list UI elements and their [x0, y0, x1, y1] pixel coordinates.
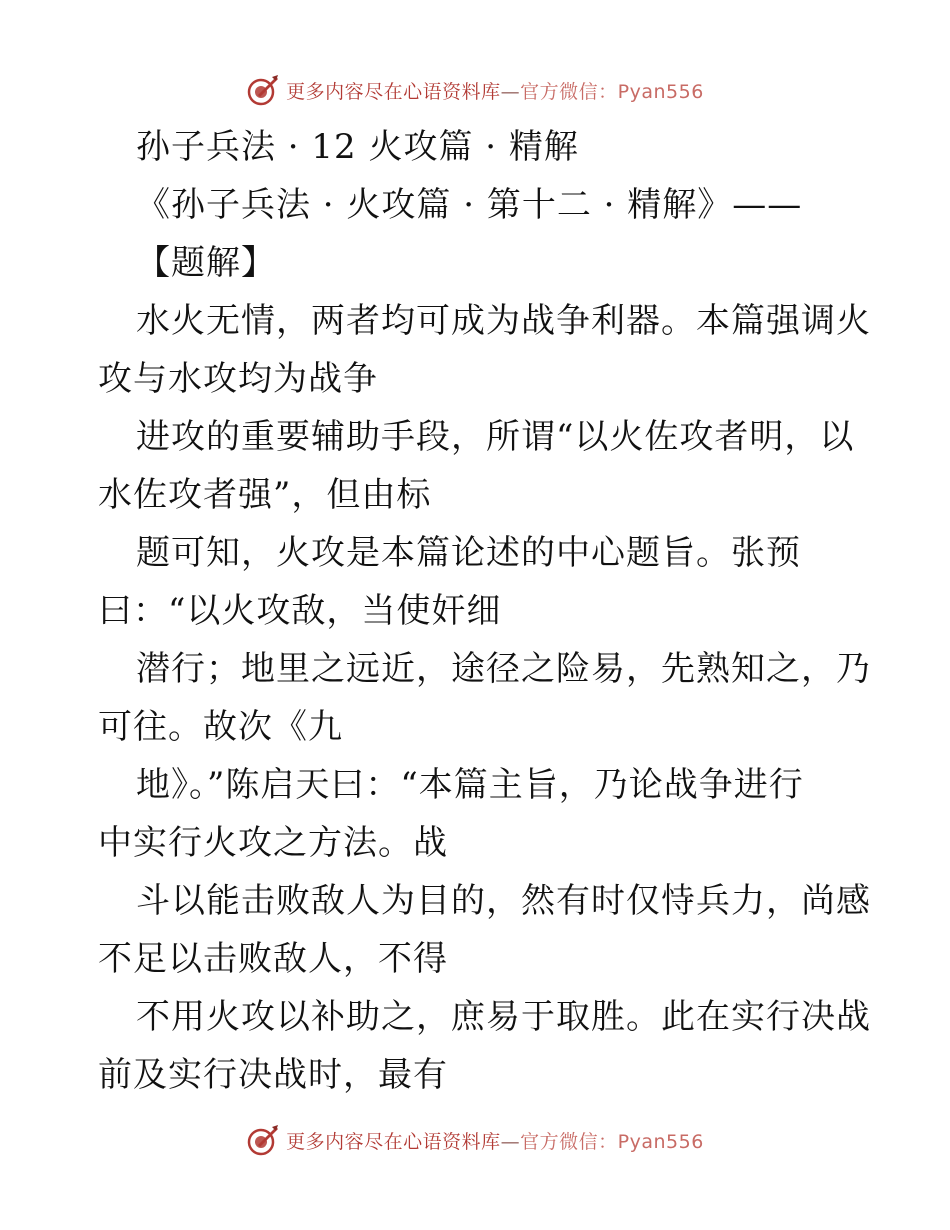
banner-wechat-text: 官方微信：Pyan556 [520, 1130, 704, 1153]
banner-dash: — [500, 80, 521, 103]
paragraph-line: 前及实行决战时，最有 [98, 1055, 448, 1095]
paragraph-line: 不足以击败敌人，不得 [98, 939, 448, 979]
paragraph-line: 攻与水攻均为战争 [98, 359, 378, 399]
section-heading: 【题解】 [136, 243, 276, 283]
banner-main-text: 更多内容尽在心语资料库 [286, 80, 501, 103]
paragraph-line: 水火无情，两者均可成为战争利器。本篇强调火 [136, 301, 871, 341]
paragraph-line: 进攻的重要辅助手段，所谓“以火佐攻者明，以 [136, 417, 855, 457]
paragraph-line: 潜行；地里之远近，途径之险易，先熟知之，乃 [136, 649, 871, 689]
paragraph-line: 曰：“以火攻敌，当使奸细 [98, 591, 502, 631]
document-subtitle: 《孙子兵法 · 火攻篇 · 第十二 · 精解》—— [136, 185, 803, 225]
paragraph-line: 斗以能击败敌人为目的，然有时仅恃兵力，尚感 [136, 881, 871, 921]
quill-pen-logo-icon [246, 73, 280, 107]
paragraph-line: 题可知，火攻是本篇论述的中心题旨。张预 [136, 533, 801, 573]
paragraph-line: 地》。”陈启天曰：“本篇主旨，乃论战争进行 [136, 765, 804, 805]
quill-pen-logo-icon [246, 1123, 280, 1157]
banner-dash: — [500, 1130, 521, 1153]
document-title: 孙子兵法 · 12 火攻篇 · 精解 [136, 127, 579, 167]
header-banner [0, 70, 950, 110]
document-body [98, 118, 871, 1104]
footer-banner [0, 1120, 950, 1160]
banner-wechat-text: 官方微信：Pyan556 [520, 80, 704, 103]
paragraph-line: 中实行火攻之方法。战 [98, 823, 448, 863]
paragraph-line: 可往。故次《九 [98, 707, 343, 747]
paragraph-line: 水佐攻者强”，但由标 [98, 475, 432, 515]
paragraph-line: 不用火攻以补助之，庶易于取胜。此在实行决战 [136, 997, 871, 1037]
banner-main-text: 更多内容尽在心语资料库 [286, 1130, 501, 1153]
